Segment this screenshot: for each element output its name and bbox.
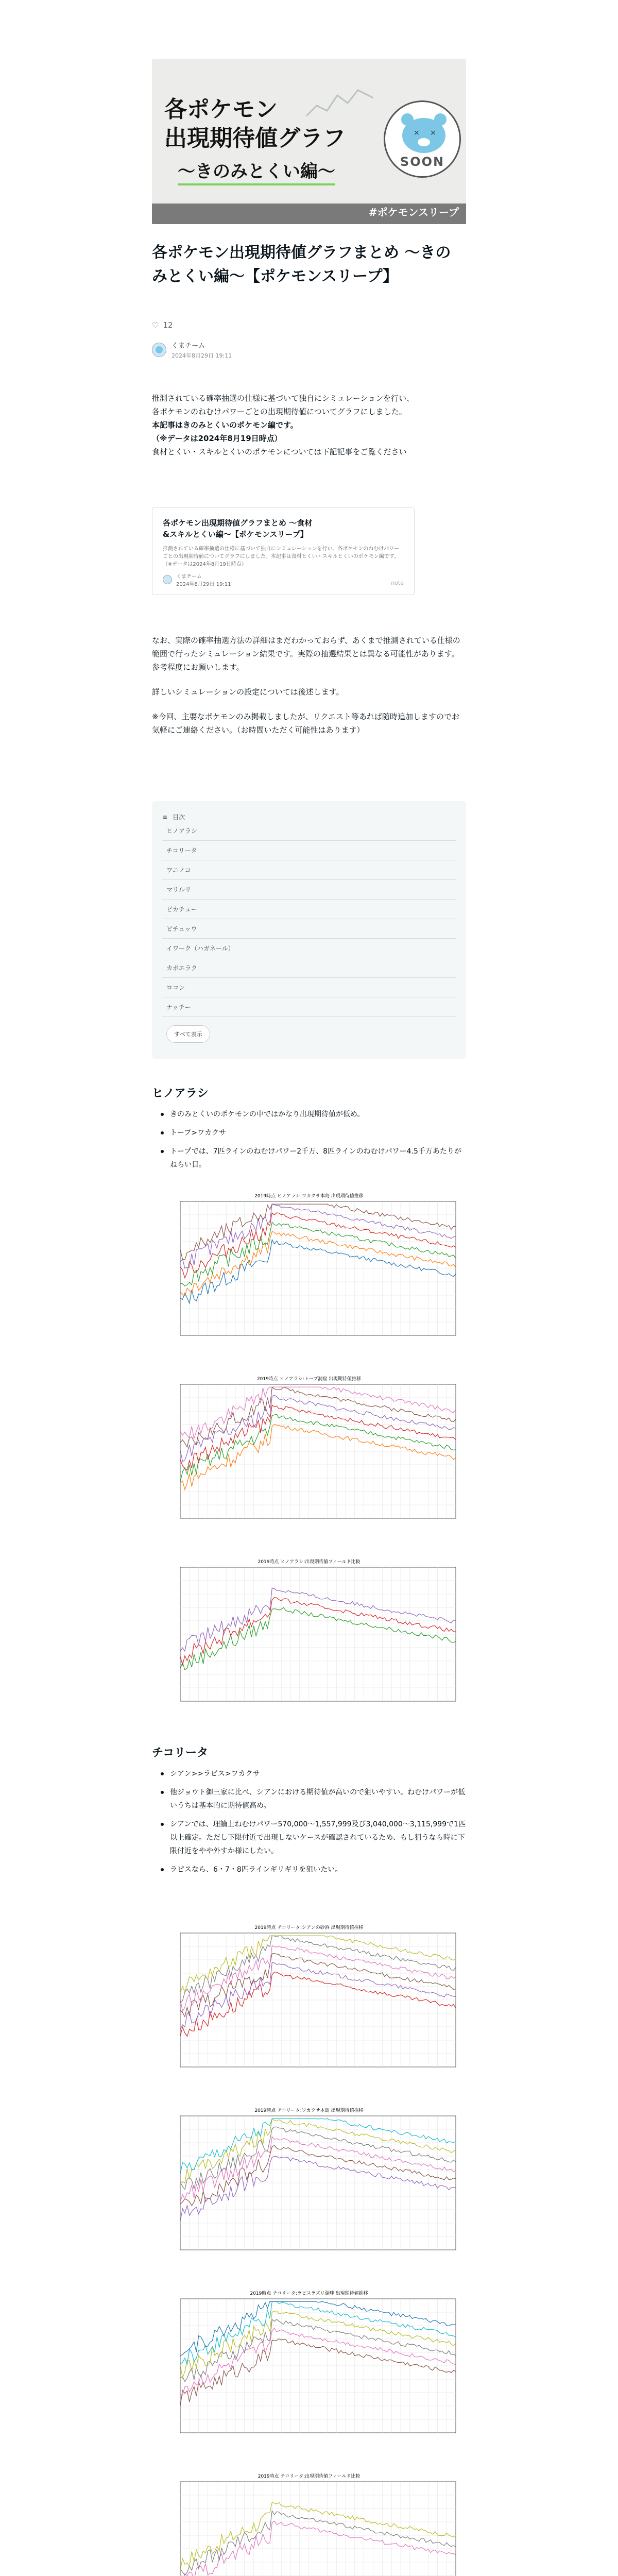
chart-image [154, 1190, 464, 1355]
list-icon: ≡ [162, 813, 168, 821]
embed-description: 推測されている確率抽選の仕様に基づいて独自にシミュレーションを行い、各ポケモンのねむけパワーごとの出現期待値についてグラフにしました。本記事は食材とくい・スキルとくいのポケモン編です。（※データは2024年8月19日時点） [163, 546, 400, 567]
chart-title: 2019時点 ヒノアラシ:出現期待値フィールド比較 [258, 1560, 360, 1565]
heart-icon[interactable]: ♡ [152, 320, 159, 330]
list-item: シアン>>ラピス>ワカクサ [160, 1767, 466, 1781]
embed-avatar [163, 575, 172, 584]
chart-svg [154, 2287, 464, 2452]
chart-image [154, 1922, 464, 2087]
header-hashtag: #ポケモンスリープ [368, 206, 459, 218]
soon-badge: SOON [400, 155, 445, 169]
list-item: トープでは、7匹ラインのねむけパワー2千万、8匹ラインのねむけパワー4.5千万あたりがねらい目。 [160, 1145, 466, 1172]
chart-svg [154, 1556, 464, 1721]
chart-image [154, 1556, 464, 1721]
publish-date: 2024年8月29日 19:11 [171, 352, 232, 359]
section-heading: チコリータ [152, 1747, 209, 1759]
author-block[interactable] [152, 340, 232, 360]
toc-item[interactable]: カポエラク [162, 958, 456, 978]
toc-header[interactable]: ≡ 目次 [162, 813, 185, 821]
show-all-button[interactable]: すべて表示 [166, 1025, 210, 1043]
toc-item[interactable]: ピカチュー [162, 900, 456, 919]
chart-image [154, 1373, 464, 1538]
embed-author: くまチーム [176, 574, 202, 580]
like-area[interactable] [152, 320, 173, 330]
list-item: シアンでは、理論上ねむけパワー570,000〜1,557,999及び3,040,000〜3,115,999で1匹以上確定。ただし下限付近で出現しないケースが確認されているため、もし狙うなら時に下限付近をやや外すか様にしたい。 [160, 1818, 466, 1858]
toc-item[interactable]: ヒノアラシ [162, 821, 456, 841]
notes-text: なお、実際の確率抽選方法の詳細はまだわかっておらず、あくまで推測されている仕様の範囲で行ったシミュレーション結果です。実際の抽選結果とは異なる可能性があります。参考程度にお願いします。 詳しいシミュレーションの設定については後述します。 ※今回、主要なポケモンのみ掲載しましたが、リクエスト等あれば随時追加しますのでお気軽にご連絡ください。（お時間いただく可能性はあります） [152, 636, 460, 735]
chart-title: 2019時点 ヒノアラシ:ワカクサ本島 出現期待値推移 [254, 1194, 364, 1199]
toc-item[interactable]: チコリータ [162, 841, 456, 860]
chart-image [154, 2470, 464, 2576]
chart-svg [154, 1190, 464, 1355]
embed-date: 2024年8月29日 19:11 [176, 582, 231, 587]
chart-title: 2019時点 ヒノアラシ:トープ洞窟 出現期待値推移 [256, 1377, 362, 1382]
chart-svg [154, 1373, 464, 1538]
avatar[interactable] [152, 343, 166, 357]
intro-text: 推測されている確率抽選の仕様に基づいて独自にシミュレーションを行い、 各ポケモンのねむけパワーごとの出現期待値についてグラフにしました。 本記事はきのみとくいのポケモン編です。 （※データは2024年8月19日時点） 食材とくい・スキルとくいのポケモンについては下記記事をご覧ください [152, 394, 415, 456]
bear-mascot-icon [384, 100, 461, 178]
svg-text:×: × [430, 129, 436, 137]
chart-image [154, 2287, 464, 2452]
author-name[interactable]: くまチーム [171, 342, 205, 350]
list-item: 他ジョウト御三家に比べ、シアンにおける期待値が高いので狙いやすい。ねむけパワーが低いうちは基本的に期待値高め。 [160, 1786, 466, 1812]
section-bullets [160, 1767, 466, 1882]
embed-title[interactable]: 各ポケモン出現期待値グラフまとめ 〜食材&スキルとくい編〜【ポケモンスリープ】 [163, 518, 313, 539]
chart-svg [154, 1922, 464, 2087]
header-image-subtitle: 〜きのみとくい編〜 [178, 157, 335, 185]
chart-title: 2019時点 チコリータ:ワカクサ本島 出現期待値推移 [254, 2108, 364, 2113]
embedded-article-card[interactable] [152, 507, 415, 595]
svg-text:×: × [414, 129, 420, 137]
chart-svg [154, 2470, 464, 2576]
list-item: ラピスなら、6・7・8匹ラインギリギリを狙いたい。 [160, 1863, 466, 1876]
toc-item[interactable]: ワニノコ [162, 860, 456, 880]
list-item: きのみとくいのポケモンの中ではかなり出現期待値が低め。 [160, 1108, 466, 1121]
chart-title: 2019時点 チコリータ:ラピスラズリ湖畔 出現期待値推移 [250, 2291, 368, 2296]
header-image [152, 59, 466, 224]
article-title: 各ポケモン出現期待値グラフまとめ 〜きのみとくい編〜【ポケモンスリープ】 [152, 244, 451, 285]
toc-item[interactable]: マリルリ [162, 880, 456, 900]
chart-svg [154, 2105, 464, 2269]
chart-title: 2019時点 チコリータ:出現期待値フィールド比較 [258, 2474, 360, 2479]
header-image-title: 各ポケモン 出現期待値グラフ [164, 96, 346, 151]
embed-site-label: note [391, 580, 404, 586]
chart-image [154, 2105, 464, 2269]
list-item: トープ>ワカクサ [160, 1126, 466, 1140]
section-bullets [160, 1108, 466, 1177]
like-count: 12 [163, 320, 173, 330]
toc-item[interactable]: ロコン [162, 978, 456, 997]
toc-item[interactable]: ピチュッウ [162, 919, 456, 939]
chart-title: 2019時点 チコリータ:シアンの砂浜 出現期待値推移 [254, 1925, 364, 1930]
toc-item[interactable]: ナッチー [162, 997, 456, 1017]
section-heading: ヒノアラシ [152, 1087, 209, 1100]
toc-item[interactable]: イワーク（ハガネール） [162, 939, 456, 958]
table-of-contents [152, 801, 466, 1059]
